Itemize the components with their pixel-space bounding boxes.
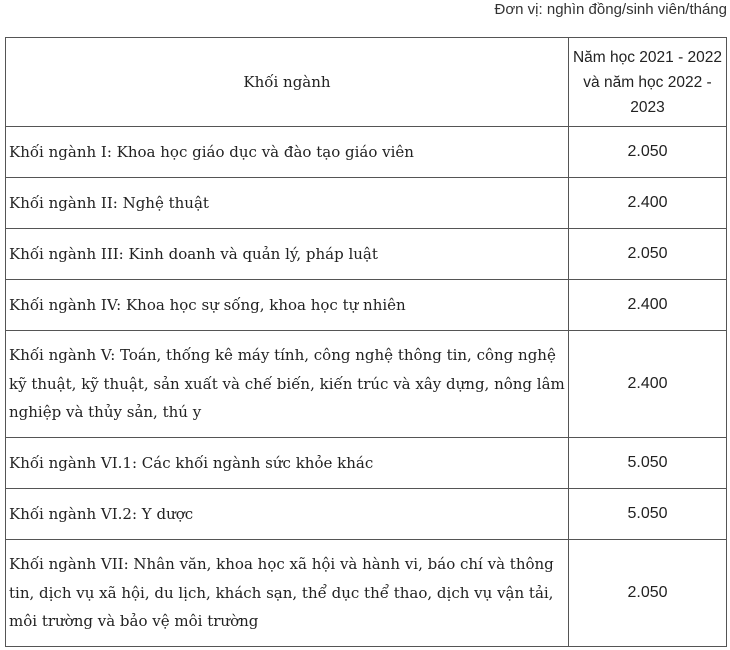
group-name: Khối ngành V: Toán, thống kê máy tính, công nghệ thông tin, công nghệ kỹ thuật, kỹ thuật, sản xuất và chế biến, kiến trúc và xây dựng, nông lâm nghiệp và thủy sản, thú y — [6, 331, 569, 438]
tuition-fee-table — [5, 37, 727, 647]
table-row — [6, 178, 727, 229]
tuition-fee: 5.050 — [569, 489, 727, 540]
table-row — [6, 280, 727, 331]
table-header-row — [6, 38, 727, 127]
tuition-fee: 2.400 — [569, 178, 727, 229]
table-row — [6, 127, 727, 178]
table-row — [6, 489, 727, 540]
group-name: Khối ngành I: Khoa học giáo dục và đào tạo giáo viên — [6, 127, 569, 178]
tuition-fee: 2.050 — [569, 540, 727, 647]
unit-note: Đơn vị: nghìn đồng/sinh viên/tháng — [494, 1, 727, 18]
group-name: Khối ngành VII: Nhân văn, khoa học xã hội và hành vi, báo chí và thông tin, dịch vụ xã hội, du lịch, khách sạn, thể dục thể thao, dịch vụ vận tải, môi trường và bảo vệ môi trường — [6, 540, 569, 647]
group-name: Khối ngành VI.1: Các khối ngành sức khỏe khác — [6, 438, 569, 489]
tuition-fee: 2.050 — [569, 229, 727, 280]
group-name: Khối ngành II: Nghệ thuật — [6, 178, 569, 229]
group-name: Khối ngành III: Kinh doanh và quản lý, pháp luật — [6, 229, 569, 280]
group-name: Khối ngành VI.2: Y dược — [6, 489, 569, 540]
table-row — [6, 229, 727, 280]
header-group: Khối ngành — [6, 38, 569, 127]
table-row — [6, 438, 727, 489]
table-row — [6, 331, 727, 438]
tuition-fee: 5.050 — [569, 438, 727, 489]
tuition-fee: 2.400 — [569, 331, 727, 438]
tuition-fee: 2.400 — [569, 280, 727, 331]
tuition-fee: 2.050 — [569, 127, 727, 178]
group-name: Khối ngành IV: Khoa học sự sống, khoa học tự nhiên — [6, 280, 569, 331]
header-school-year: Năm học 2021 - 2022 và năm học 2022 - 2023 — [569, 38, 727, 127]
table-row — [6, 540, 727, 647]
